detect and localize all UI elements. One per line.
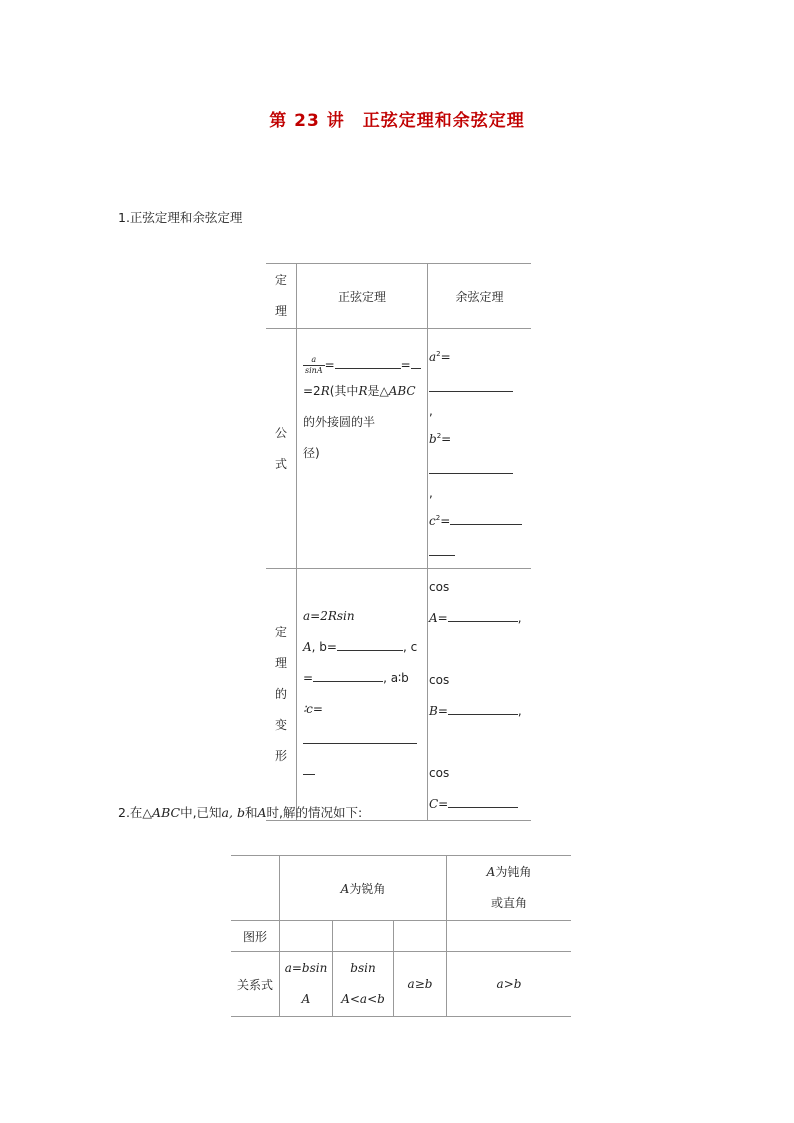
blank-field[interactable] <box>303 731 417 744</box>
variation-row-label <box>266 569 297 821</box>
relation-text: A <box>301 992 311 1006</box>
label-char: 理 <box>274 656 287 670</box>
equals: = <box>303 671 314 685</box>
sine-R: R <box>358 384 368 398</box>
var-a: a <box>429 350 437 364</box>
var-A: A <box>340 881 350 896</box>
equals: = <box>324 358 335 372</box>
variation-text: , c <box>402 640 418 654</box>
sine-text: (其中 <box>329 384 359 398</box>
cos-B: B= <box>429 704 448 718</box>
sine-R: R <box>320 384 330 398</box>
equals: = <box>441 432 452 446</box>
label-char: 形 <box>274 749 287 763</box>
obtuse-header <box>447 856 572 921</box>
header-char: 理 <box>274 304 287 318</box>
header-cosine: 余弦定理 <box>428 264 532 329</box>
variation-text: , b= <box>311 640 337 654</box>
formula-row-label <box>266 329 297 569</box>
obtuse-label: 为钝角 <box>495 865 532 879</box>
cos-A: A= <box>429 611 448 625</box>
relation-cell <box>333 952 394 1017</box>
heading-text: 2.在△ <box>118 805 153 820</box>
blank-field[interactable] <box>429 379 513 392</box>
comma: , <box>517 611 522 625</box>
figure-cell <box>333 921 394 952</box>
sine-formula <box>297 329 428 569</box>
relation-cell: a≥b <box>394 952 447 1017</box>
blank-field[interactable] <box>337 638 403 651</box>
label-char: 的 <box>274 687 287 701</box>
cosine-formula <box>428 329 532 569</box>
vars-ab: a, b <box>221 805 245 820</box>
blank-field[interactable] <box>429 543 455 556</box>
row-relation-label: 关系式 <box>231 952 280 1017</box>
cos-C: C= <box>429 797 449 811</box>
cos-word: cos <box>429 673 450 687</box>
theorem-table <box>266 263 531 821</box>
variation-line: ∶c= <box>303 702 323 716</box>
title-chapter: 第 23 讲 <box>269 111 345 131</box>
blank-field[interactable] <box>450 512 522 525</box>
label-char: 公 <box>274 425 287 440</box>
triangle-name: ABC <box>388 384 416 398</box>
label-char: 式 <box>274 456 287 471</box>
cos-word: cos <box>429 580 450 594</box>
var-A: A <box>486 865 496 879</box>
equals: = <box>400 358 411 372</box>
acute-label: 为锐角 <box>349 881 386 896</box>
cosine-variation <box>428 569 532 821</box>
figure-cell <box>280 921 333 952</box>
var-A: A <box>257 805 267 820</box>
blank-field[interactable] <box>411 356 421 369</box>
header-sine: 正弦定理 <box>297 264 428 329</box>
fraction-numerator: a <box>303 355 325 366</box>
sine-variation <box>297 569 428 821</box>
blank-field[interactable] <box>448 795 518 808</box>
cos-word: cos <box>429 766 450 780</box>
fraction-denominator: sinA <box>305 366 323 375</box>
corner-cell <box>231 856 280 921</box>
title-topic: 正弦定理和余弦定理 <box>362 111 525 131</box>
variation-line: a=2Rsin <box>303 609 355 623</box>
heading-text: 中,已知 <box>180 805 222 820</box>
blank-field[interactable] <box>429 461 513 474</box>
relation-cell <box>280 952 333 1017</box>
var-b: b <box>429 432 437 446</box>
label-char: 变 <box>274 718 287 732</box>
comma: , <box>429 404 433 418</box>
acute-header <box>280 856 447 921</box>
relation-text: A<a<b <box>341 992 385 1006</box>
sine-text: 的外接圆的半 <box>303 415 376 429</box>
label-char: 定 <box>274 625 287 639</box>
sine-fraction <box>303 355 325 376</box>
triangle-name: ABC <box>152 805 181 820</box>
var-A: A <box>303 640 312 654</box>
comma: , <box>429 486 433 500</box>
row-figure-label: 图形 <box>231 921 280 952</box>
sine-text: 径) <box>303 446 320 460</box>
square: 2 <box>436 432 442 440</box>
relation-text: a=bsin <box>284 961 328 975</box>
square: 2 <box>436 350 441 358</box>
equals: = <box>440 514 451 528</box>
variation-text: , a∶b <box>383 671 409 685</box>
blank-field[interactable] <box>303 762 315 775</box>
var-c: c <box>429 514 436 528</box>
blank-field[interactable] <box>335 356 401 369</box>
blank-field[interactable] <box>448 702 518 715</box>
square: 2 <box>435 514 441 522</box>
blank-field[interactable] <box>448 609 518 622</box>
relation-text: bsin <box>350 961 376 975</box>
section1-heading: 1.正弦定理和余弦定理 <box>118 210 243 225</box>
sine-text: 是△ <box>367 384 389 398</box>
figure-cell <box>447 921 572 952</box>
heading-text: 和 <box>244 805 258 820</box>
blank-field[interactable] <box>313 669 383 682</box>
figure-cell <box>394 921 447 952</box>
equals: = <box>440 350 451 364</box>
page-title <box>0 106 794 131</box>
header-char: 定 <box>274 273 287 287</box>
comma: , <box>517 704 522 718</box>
header-row-label <box>266 264 297 329</box>
relation-cell: a>b <box>447 952 572 1017</box>
sine-text: =2 <box>303 384 321 398</box>
heading-text: 时,解的情况如下: <box>266 805 363 820</box>
obtuse-label: 或直角 <box>490 896 527 910</box>
section2-heading <box>118 803 362 821</box>
solution-cases-table <box>231 855 571 1017</box>
